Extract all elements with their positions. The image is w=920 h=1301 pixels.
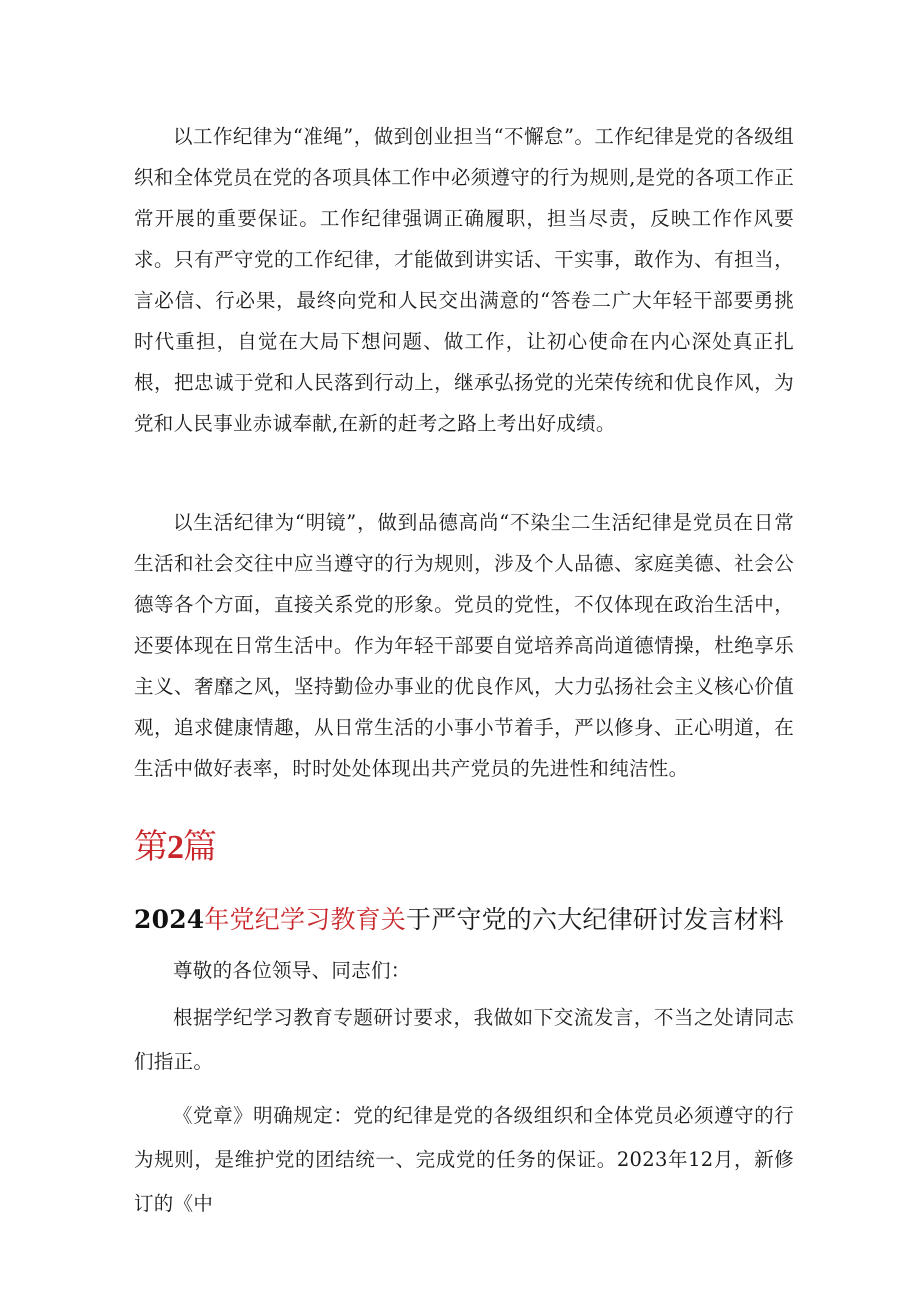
section-number: 2 — [167, 829, 183, 866]
paragraph-life-discipline: 以生活纪律为“明镜”，做到品德高尚“不染尘二生活纪律是党员在日常生活和社会交往中应当遵守的行为规则，涉及个人品德、家庭美德、社会公德等各个方面，直接关系党的形象。党员的党性，不仅体现在政治生活中，还要体现在日常生活中。作为年轻干部要自觉培养高尚道德情操，杜绝享乐主义、奢靡之风，坚持勤俭办事业的优良作风，大力弘扬社会主义核心价值观，追求健康情趣，从日常生活的小事小节着手，严以修身、正心明道，在生活中做好表率，时时处处体现出共产党员的先进性和纯洁性。 — [134, 511, 794, 780]
article-title-rest: 于严守党的六大纪律研讨发言材料 — [406, 905, 785, 934]
speech-body-start: 《党章》明确规定：党的纪律是党的各级组织和全体党员必须遵守的行为规则，是维护党的团结统一、完成党的任务的保证。2023年12月，新修订的《中 — [134, 1104, 794, 1215]
speech-intro: 根据学纪学习教育专题研讨要求，我做如下交流发言，不当之处请同志们指正。 — [134, 1006, 794, 1073]
article-title-highlight: 年党纪学习教育关 — [204, 905, 406, 934]
paragraph-work-discipline: 以工作纪律为“准绳”，做到创业担当“不懈怠”。工作纪律是党的各级组织和全体党员在党的各项具体工作中必须遵守的行为规则,是党的各项工作正常开展的重要保证。工作纪律强调正确履职，担当尽责，反映工作作风要求。只有严守党的工作纪律，才能做到讲实话、干实事，敢作为、有担当，言必信、行必果，最终向党和人民交出满意的“答卷二广大年轻干部要勇挑时代重担，自觉在大局下想问题、做工作，让初心使命在内心深处真正扎根，把忠诚于党和人民落到行动上，继承弘扬党的光荣传统和优良作风，为党和人民事业赤诚奉献,在新的赶考之路上考出好成绩。 — [134, 125, 794, 435]
section-suffix: 篇 — [183, 829, 216, 866]
section-prefix: 第 — [134, 829, 167, 866]
article-title-year: 2024 — [134, 905, 205, 934]
article-title — [134, 900, 814, 940]
section-number-heading — [134, 826, 216, 870]
speech-salutation: 尊敬的各位领导、同志们： — [173, 959, 411, 982]
